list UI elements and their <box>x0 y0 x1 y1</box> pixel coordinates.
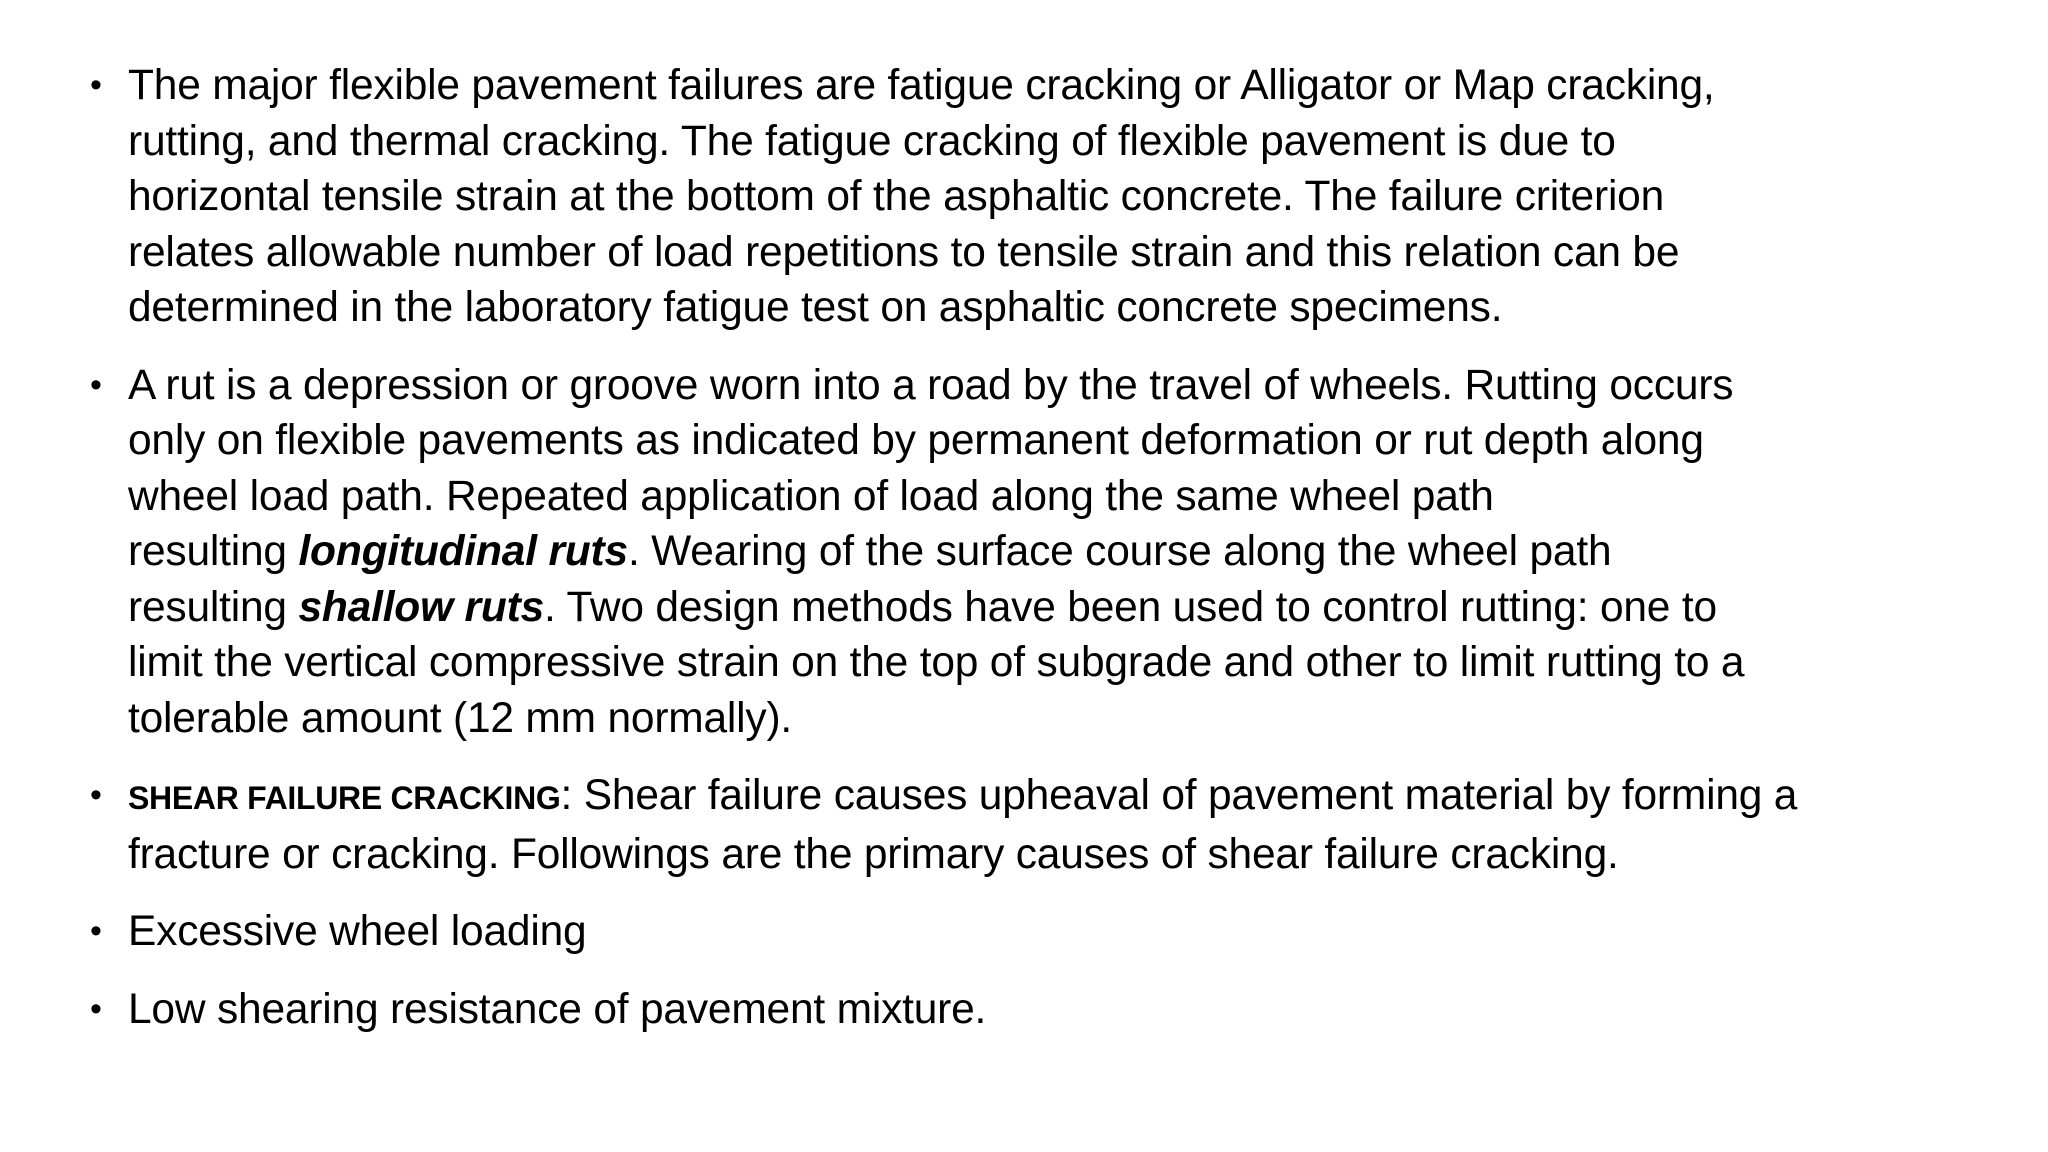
text-line: determined in the laboratory fatigue test on asphaltic concrete specimens. <box>128 284 1503 331</box>
bullet-fatigue-cracking <box>90 58 1995 336</box>
bullet-excessive-wheel-loading <box>90 904 1995 960</box>
text-line: The major flexible pavement failures are fatigue cracking or Alligator or Map cracking, <box>128 62 1715 109</box>
text-line: wheel load path. Repeated application of load along the same wheel path <box>128 472 1494 520</box>
bullet-dot-icon: • <box>90 66 102 104</box>
bullet-rutting <box>90 358 1995 747</box>
text-line: Excessive wheel loading <box>128 908 587 955</box>
text-line: horizontal tensile strain at the bottom of the asphaltic concrete. The failure criterion <box>128 173 1665 220</box>
text-line: only on flexible pavements as indicated by permanent deformation or rut depth along <box>128 417 1704 464</box>
bullet-dot-icon: • <box>90 989 102 1028</box>
bullet-dot-icon: • <box>90 776 102 814</box>
emphasis-shallow-ruts: shallow ruts <box>298 583 545 631</box>
text-line: rutting, and thermal cracking. The fatigue cracking of flexible pavement is due to <box>128 117 1616 165</box>
text-line: Low shearing resistance of pavement mixture. <box>128 985 987 1033</box>
text-line: tolerable amount (12 mm normally). <box>128 694 793 742</box>
text-line: fracture or cracking. Followings are the primary causes of shear failure cracking. <box>128 830 1619 878</box>
bullet-shear-failure <box>90 768 1995 882</box>
bullet-dot-icon: • <box>90 365 102 404</box>
bullet-low-shearing-resistance <box>90 982 1995 1038</box>
bullet-list <box>90 58 1995 1059</box>
text-segment: resulting <box>128 583 299 631</box>
text-line: limit the vertical compressive strain on the top of subgrade and other to limit rutting to a <box>128 639 1745 686</box>
shear-failure-heading: SHEAR FAILURE CRACKING <box>128 780 561 816</box>
text-line: relates allowable number of load repetitions to tensile strain and this relation can be <box>128 228 1680 276</box>
text-segment: . Wearing of the surface course along the wheel path <box>627 528 1612 575</box>
text-segment: . Two design methods have been used to control rutting: one to <box>544 583 1717 631</box>
emphasis-longitudinal-ruts: longitudinal ruts <box>298 528 628 575</box>
text-segment: resulting <box>128 528 299 575</box>
bullet-dot-icon: • <box>90 912 102 950</box>
text-segment: : Shear failure causes upheaval of pavement material by forming a <box>560 772 1798 819</box>
text-line <box>128 524 1995 580</box>
text-line <box>128 768 1995 827</box>
text-line <box>128 580 1995 636</box>
text-line: A rut is a depression or groove worn into a road by the travel of wheels. Rutting occurs <box>128 361 1734 409</box>
